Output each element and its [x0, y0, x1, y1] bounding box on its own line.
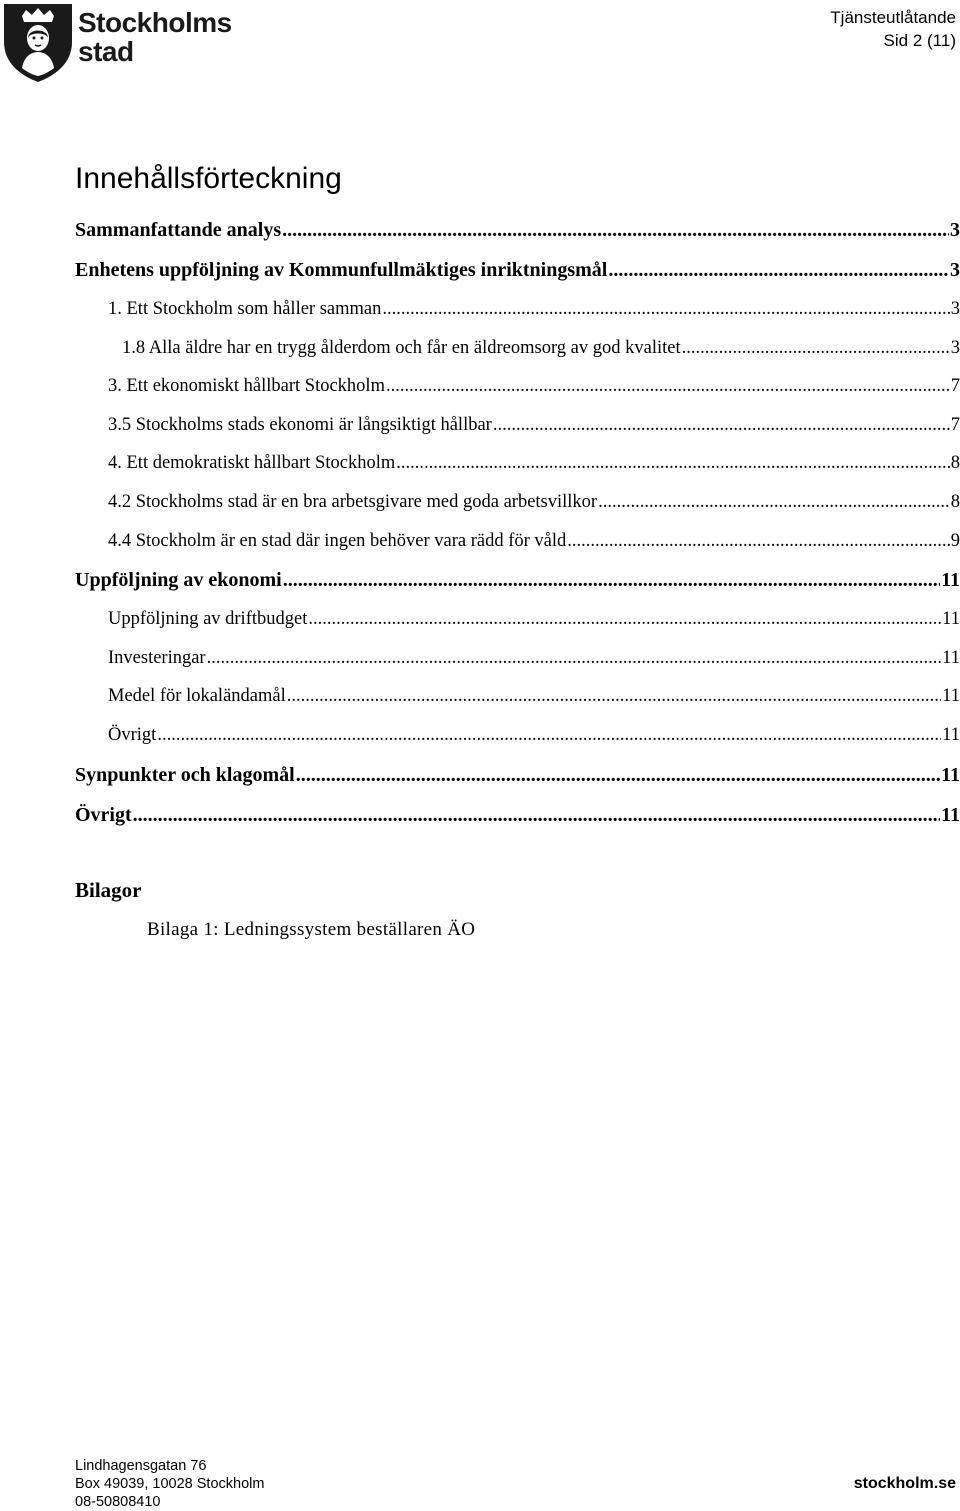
footer-postal: Box 49039, 10028 Stockholm — [75, 1476, 265, 1492]
toc-dot-leader — [396, 444, 950, 482]
toc-entry-page: 8 — [950, 453, 960, 474]
toc-entry[interactable] — [75, 210, 960, 250]
toc-entry-page: 11 — [941, 803, 960, 826]
toc-dot-leader — [386, 367, 950, 405]
toc-dot-leader — [567, 522, 950, 560]
toc-entry-page: 3 — [950, 299, 960, 319]
toc-entry-page: 9 — [950, 530, 960, 551]
toc-entry[interactable] — [75, 367, 960, 406]
toc-entry-page: 7 — [950, 376, 960, 397]
toc-entry-label: Övrigt — [108, 724, 157, 745]
toc-entry[interactable] — [75, 795, 960, 835]
toc-entry[interactable] — [75, 290, 960, 329]
toc-dot-leader — [283, 560, 940, 600]
logo-wordmark-line-1: Stockholms — [78, 7, 232, 38]
toc-entry[interactable] — [75, 329, 960, 368]
logo-wordmark-line-2: stad — [78, 36, 134, 67]
page-indicator: Sid 2 (11) — [883, 31, 956, 50]
footer-address — [75, 1457, 264, 1511]
toc-entry-label: 4.4 Stockholm är en stad där ingen behöver vara rädd för våld — [108, 530, 567, 551]
toc-entry-page: 11 — [942, 686, 960, 707]
toc-dot-leader — [682, 329, 950, 367]
toc-dot-leader — [382, 290, 949, 328]
toc-dot-leader — [296, 755, 940, 795]
toc-entry-label: 3. Ett ekonomiskt hållbart Stockholm — [108, 376, 385, 397]
toc-entry-label: Övrigt — [75, 803, 132, 826]
attachments-title: Bilagor — [75, 878, 142, 902]
toc-dot-leader — [287, 677, 941, 715]
table-of-contents — [75, 210, 960, 835]
toc-entry[interactable] — [75, 250, 960, 290]
toc-entry[interactable] — [75, 755, 960, 795]
toc-entry[interactable] — [75, 600, 960, 639]
toc-entry-label: Medel för lokaländamål — [108, 686, 286, 707]
toc-dot-leader — [598, 483, 950, 521]
toc-entry-page: 3 — [950, 259, 960, 281]
toc-title: Innehållsförteckning — [75, 162, 342, 195]
toc-dot-leader — [608, 250, 949, 290]
toc-entry[interactable] — [75, 406, 960, 445]
footer-street: Lindhagensgatan 76 — [75, 1458, 207, 1474]
toc-entry-label: Uppföljning av driftbudget — [108, 609, 308, 630]
stockholms-stad-logo — [2, 2, 242, 84]
toc-entry-page: 3 — [950, 219, 960, 241]
toc-entry-page: 7 — [950, 414, 960, 435]
toc-entry-label: Investeringar — [108, 647, 206, 668]
toc-entry[interactable] — [75, 444, 960, 483]
toc-entry-page: 11 — [941, 763, 960, 786]
toc-dot-leader — [157, 716, 941, 754]
toc-entry[interactable] — [75, 522, 960, 561]
toc-entry-label: 1. Ett Stockholm som håller samman — [108, 299, 382, 319]
toc-entry-page: 11 — [942, 724, 960, 745]
attachment-item: Bilaga 1: Ledningssystem beställaren ÄO — [147, 919, 476, 940]
toc-dot-leader — [282, 210, 949, 250]
toc-entry-page: 8 — [950, 491, 960, 512]
toc-entry-label: 4. Ett demokratiskt hållbart Stockholm — [108, 453, 396, 474]
toc-entry-label: 3.5 Stockholms stads ekonomi är långsiktigt hållbar — [108, 414, 492, 435]
toc-entry[interactable] — [75, 560, 960, 600]
footer-website: stockholm.se — [853, 1475, 956, 1492]
toc-entry-label: 4.2 Stockholms stad är en bra arbetsgivare med goda arbetsvillkor — [108, 491, 598, 512]
logo-wordmark — [78, 8, 232, 66]
toc-entry-page: 11 — [941, 569, 960, 592]
toc-entry-label: 1.8 Alla äldre har en trygg ålderdom och får en äldreomsorg av god kvalitet — [122, 337, 681, 358]
toc-dot-leader — [493, 406, 950, 444]
toc-entry[interactable] — [75, 483, 960, 522]
toc-dot-leader — [308, 600, 941, 638]
toc-entry-page: 3 — [950, 337, 960, 358]
toc-entry-label: Enhetens uppföljning av Kommunfullmäktiges inriktningsmål — [75, 259, 608, 281]
toc-entry-label: Uppföljning av ekonomi — [75, 569, 282, 592]
toc-entry-label: Sammanfattande analys — [75, 219, 282, 241]
toc-entry[interactable] — [75, 716, 960, 755]
document-header-info — [830, 6, 956, 52]
footer-phone: 08-50808410 — [75, 1494, 161, 1510]
toc-dot-leader — [133, 795, 940, 835]
document-type: Tjänsteutlåtande — [830, 8, 956, 27]
toc-entry-page: 11 — [942, 609, 960, 630]
toc-entry-label: Synpunkter och klagomål — [75, 763, 295, 786]
toc-entry[interactable] — [75, 639, 960, 678]
toc-dot-leader — [207, 639, 942, 677]
toc-entry-page: 11 — [942, 647, 960, 668]
toc-entry[interactable] — [75, 677, 960, 716]
stockholm-crest-icon — [2, 2, 74, 84]
